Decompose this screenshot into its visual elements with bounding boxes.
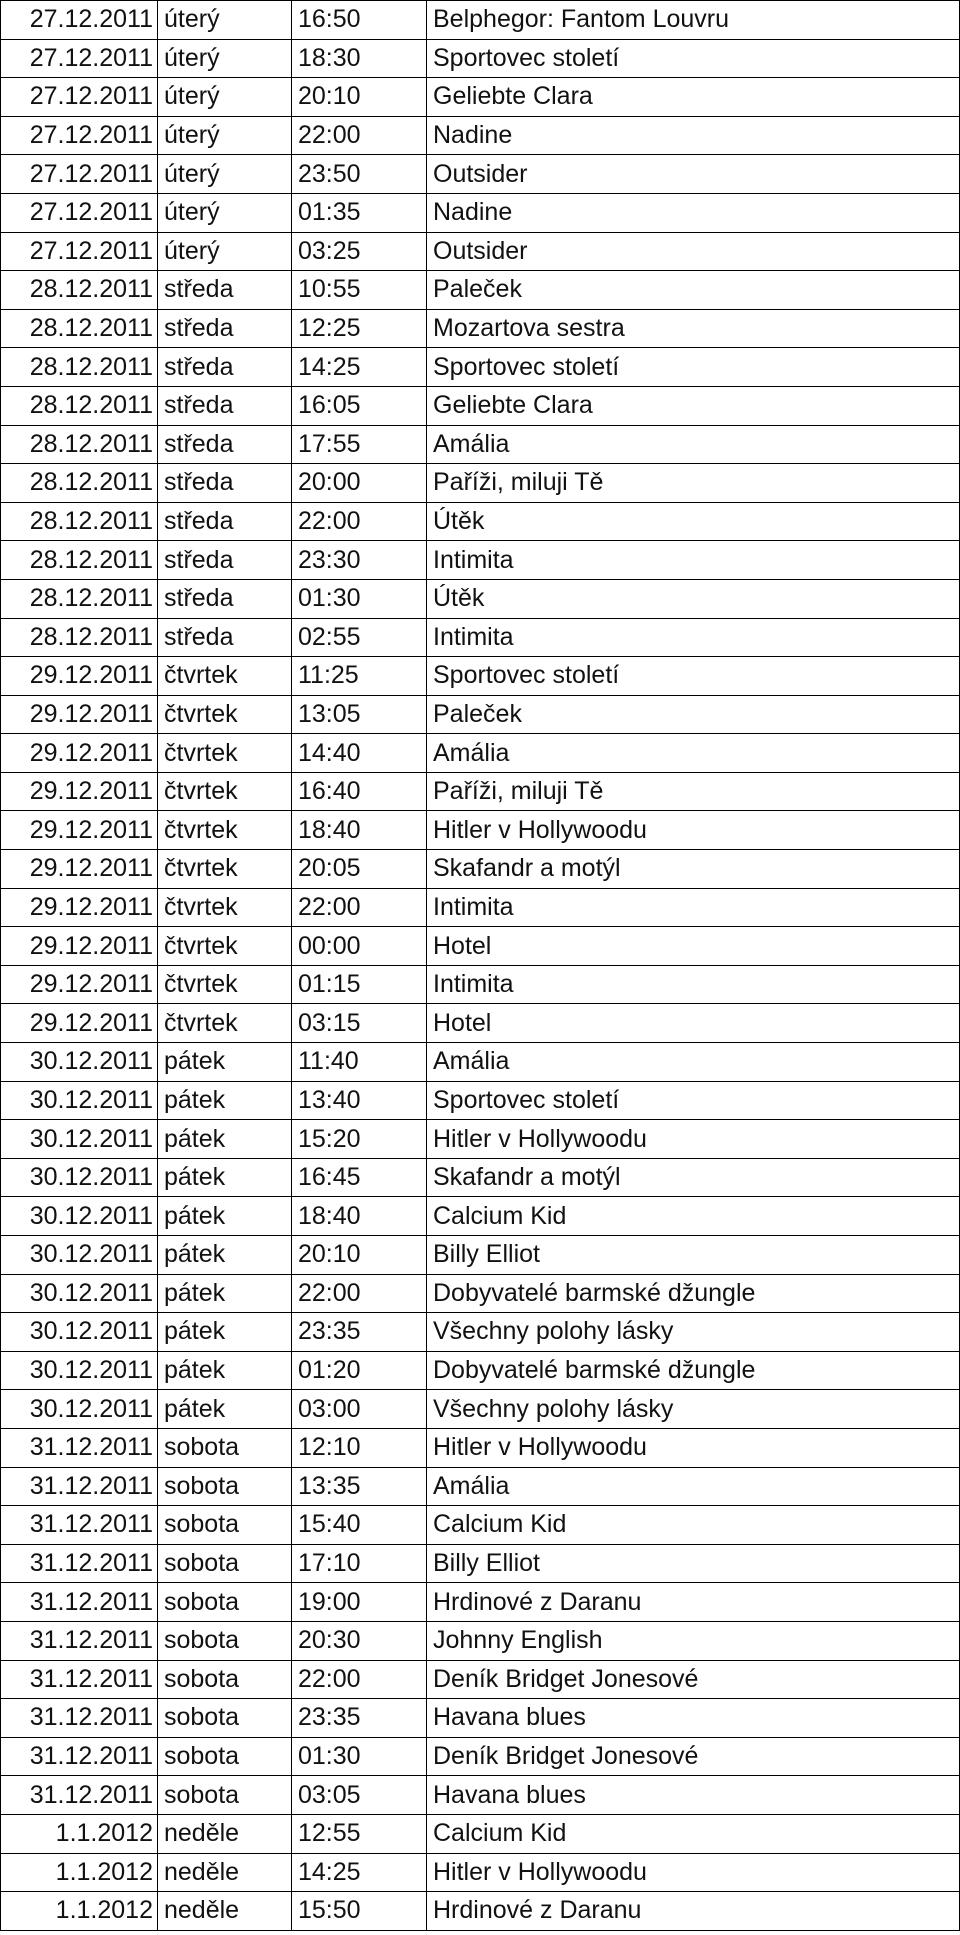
time-cell: 22:00 (292, 502, 427, 541)
title-cell: Útěk (427, 502, 960, 541)
day-cell: sobota (158, 1583, 292, 1622)
day-cell: pátek (158, 1236, 292, 1275)
time-cell: 15:40 (292, 1506, 427, 1545)
date-cell: 28.12.2011 (1, 541, 158, 580)
time-cell: 23:35 (292, 1699, 427, 1738)
time-cell: 15:50 (292, 1892, 427, 1931)
day-cell: pátek (158, 1274, 292, 1313)
day-cell: čtvrtek (158, 965, 292, 1004)
day-cell: pátek (158, 1390, 292, 1429)
day-cell: středa (158, 618, 292, 657)
time-cell: 14:40 (292, 734, 427, 773)
title-cell: Paleček (427, 271, 960, 310)
date-cell: 27.12.2011 (1, 116, 158, 155)
title-cell: Paříži, miluji Tě (427, 772, 960, 811)
table-row (1, 116, 960, 155)
time-cell: 12:55 (292, 1814, 427, 1853)
date-cell: 1.1.2012 (1, 1892, 158, 1931)
time-cell: 01:30 (292, 1737, 427, 1776)
title-cell: Amália (427, 734, 960, 773)
title-cell: Hrdinové z Daranu (427, 1892, 960, 1931)
time-cell: 22:00 (292, 888, 427, 927)
date-cell: 30.12.2011 (1, 1390, 158, 1429)
day-cell: sobota (158, 1737, 292, 1776)
table-row (1, 464, 960, 503)
day-cell: čtvrtek (158, 888, 292, 927)
schedule-body (1, 1, 960, 1931)
title-cell: Havana blues (427, 1776, 960, 1815)
table-row (1, 271, 960, 310)
day-cell: sobota (158, 1621, 292, 1660)
time-cell: 12:25 (292, 309, 427, 348)
table-row (1, 232, 960, 271)
table-row (1, 657, 960, 696)
day-cell: sobota (158, 1428, 292, 1467)
title-cell: Calcium Kid (427, 1814, 960, 1853)
table-row (1, 1428, 960, 1467)
day-cell: čtvrtek (158, 850, 292, 889)
date-cell: 29.12.2011 (1, 772, 158, 811)
table-row (1, 1158, 960, 1197)
day-cell: pátek (158, 1120, 292, 1159)
date-cell: 31.12.2011 (1, 1660, 158, 1699)
table-row (1, 1814, 960, 1853)
table-row (1, 1506, 960, 1545)
table-row (1, 772, 960, 811)
day-cell: úterý (158, 116, 292, 155)
title-cell: Útěk (427, 579, 960, 618)
table-row (1, 193, 960, 232)
table-row (1, 541, 960, 580)
title-cell: Geliebte Clara (427, 386, 960, 425)
time-cell: 13:05 (292, 695, 427, 734)
date-cell: 28.12.2011 (1, 425, 158, 464)
title-cell: Skafandr a motýl (427, 1158, 960, 1197)
time-cell: 13:40 (292, 1081, 427, 1120)
title-cell: Hotel (427, 1004, 960, 1043)
day-cell: pátek (158, 1351, 292, 1390)
title-cell: Skafandr a motýl (427, 850, 960, 889)
date-cell: 30.12.2011 (1, 1351, 158, 1390)
title-cell: Amália (427, 425, 960, 464)
day-cell: středa (158, 464, 292, 503)
date-cell: 29.12.2011 (1, 657, 158, 696)
day-cell: úterý (158, 39, 292, 78)
table-row (1, 1892, 960, 1931)
time-cell: 23:50 (292, 155, 427, 194)
table-row (1, 1274, 960, 1313)
time-cell: 03:00 (292, 1390, 427, 1429)
day-cell: středa (158, 271, 292, 310)
date-cell: 27.12.2011 (1, 39, 158, 78)
time-cell: 18:40 (292, 1197, 427, 1236)
day-cell: úterý (158, 1, 292, 40)
day-cell: středa (158, 309, 292, 348)
title-cell: Paříži, miluji Tě (427, 464, 960, 503)
table-row (1, 502, 960, 541)
title-cell: Nadine (427, 193, 960, 232)
time-cell: 03:25 (292, 232, 427, 271)
table-row (1, 927, 960, 966)
date-cell: 31.12.2011 (1, 1506, 158, 1545)
day-cell: sobota (158, 1660, 292, 1699)
date-cell: 28.12.2011 (1, 464, 158, 503)
day-cell: středa (158, 348, 292, 387)
title-cell: Intimita (427, 965, 960, 1004)
title-cell: Billy Elliot (427, 1544, 960, 1583)
table-row (1, 1544, 960, 1583)
date-cell: 31.12.2011 (1, 1737, 158, 1776)
table-row (1, 1621, 960, 1660)
day-cell: čtvrtek (158, 927, 292, 966)
table-row (1, 1660, 960, 1699)
day-cell: neděle (158, 1853, 292, 1892)
date-cell: 1.1.2012 (1, 1814, 158, 1853)
day-cell: sobota (158, 1544, 292, 1583)
time-cell: 16:05 (292, 386, 427, 425)
day-cell: sobota (158, 1467, 292, 1506)
date-cell: 30.12.2011 (1, 1081, 158, 1120)
table-row (1, 1236, 960, 1275)
date-cell: 29.12.2011 (1, 811, 158, 850)
time-cell: 17:55 (292, 425, 427, 464)
table-row (1, 309, 960, 348)
time-cell: 03:15 (292, 1004, 427, 1043)
time-cell: 14:25 (292, 1853, 427, 1892)
title-cell: Hitler v Hollywoodu (427, 1120, 960, 1159)
table-row (1, 618, 960, 657)
time-cell: 22:00 (292, 116, 427, 155)
date-cell: 28.12.2011 (1, 502, 158, 541)
title-cell: Belphegor: Fantom Louvru (427, 1, 960, 40)
title-cell: Hitler v Hollywoodu (427, 811, 960, 850)
table-row (1, 850, 960, 889)
table-row (1, 1043, 960, 1082)
time-cell: 22:00 (292, 1274, 427, 1313)
title-cell: Všechny polohy lásky (427, 1390, 960, 1429)
time-cell: 16:50 (292, 1, 427, 40)
day-cell: čtvrtek (158, 734, 292, 773)
day-cell: sobota (158, 1506, 292, 1545)
date-cell: 28.12.2011 (1, 579, 158, 618)
title-cell: Amália (427, 1467, 960, 1506)
day-cell: úterý (158, 193, 292, 232)
time-cell: 23:35 (292, 1313, 427, 1352)
title-cell: Hrdinové z Daranu (427, 1583, 960, 1622)
table-row (1, 1, 960, 40)
time-cell: 18:30 (292, 39, 427, 78)
table-row (1, 1737, 960, 1776)
title-cell: Dobyvatelé barmské džungle (427, 1274, 960, 1313)
table-row (1, 425, 960, 464)
date-cell: 31.12.2011 (1, 1428, 158, 1467)
date-cell: 28.12.2011 (1, 386, 158, 425)
table-row (1, 811, 960, 850)
date-cell: 28.12.2011 (1, 618, 158, 657)
title-cell: Sportovec století (427, 1081, 960, 1120)
table-row (1, 1004, 960, 1043)
date-cell: 29.12.2011 (1, 965, 158, 1004)
time-cell: 01:30 (292, 579, 427, 618)
title-cell: Hotel (427, 927, 960, 966)
date-cell: 29.12.2011 (1, 927, 158, 966)
time-cell: 00:00 (292, 927, 427, 966)
day-cell: čtvrtek (158, 811, 292, 850)
day-cell: středa (158, 425, 292, 464)
day-cell: neděle (158, 1892, 292, 1931)
date-cell: 27.12.2011 (1, 232, 158, 271)
title-cell: Outsider (427, 155, 960, 194)
day-cell: pátek (158, 1158, 292, 1197)
date-cell: 30.12.2011 (1, 1197, 158, 1236)
date-cell: 29.12.2011 (1, 850, 158, 889)
title-cell: Mozartova sestra (427, 309, 960, 348)
table-row (1, 1120, 960, 1159)
title-cell: Nadine (427, 116, 960, 155)
time-cell: 11:40 (292, 1043, 427, 1082)
time-cell: 16:40 (292, 772, 427, 811)
date-cell: 28.12.2011 (1, 271, 158, 310)
day-cell: sobota (158, 1699, 292, 1738)
time-cell: 12:10 (292, 1428, 427, 1467)
table-row (1, 888, 960, 927)
table-row (1, 734, 960, 773)
date-cell: 27.12.2011 (1, 193, 158, 232)
day-cell: úterý (158, 155, 292, 194)
table-row (1, 695, 960, 734)
title-cell: Dobyvatelé barmské džungle (427, 1351, 960, 1390)
day-cell: pátek (158, 1313, 292, 1352)
time-cell: 19:00 (292, 1583, 427, 1622)
time-cell: 11:25 (292, 657, 427, 696)
title-cell: Havana blues (427, 1699, 960, 1738)
table-row (1, 1313, 960, 1352)
day-cell: pátek (158, 1043, 292, 1082)
time-cell: 14:25 (292, 348, 427, 387)
title-cell: Deník Bridget Jonesové (427, 1737, 960, 1776)
date-cell: 27.12.2011 (1, 78, 158, 117)
title-cell: Amália (427, 1043, 960, 1082)
day-cell: sobota (158, 1776, 292, 1815)
time-cell: 13:35 (292, 1467, 427, 1506)
table-row (1, 1853, 960, 1892)
time-cell: 16:45 (292, 1158, 427, 1197)
time-cell: 20:10 (292, 1236, 427, 1275)
table-row (1, 39, 960, 78)
day-cell: čtvrtek (158, 695, 292, 734)
date-cell: 1.1.2012 (1, 1853, 158, 1892)
date-cell: 27.12.2011 (1, 1, 158, 40)
date-cell: 29.12.2011 (1, 734, 158, 773)
day-cell: pátek (158, 1197, 292, 1236)
title-cell: Geliebte Clara (427, 78, 960, 117)
day-cell: čtvrtek (158, 772, 292, 811)
date-cell: 28.12.2011 (1, 348, 158, 387)
title-cell: Outsider (427, 232, 960, 271)
time-cell: 20:00 (292, 464, 427, 503)
time-cell: 02:55 (292, 618, 427, 657)
time-cell: 10:55 (292, 271, 427, 310)
date-cell: 27.12.2011 (1, 155, 158, 194)
table-row (1, 348, 960, 387)
date-cell: 30.12.2011 (1, 1120, 158, 1159)
title-cell: Intimita (427, 541, 960, 580)
day-cell: středa (158, 541, 292, 580)
date-cell: 29.12.2011 (1, 1004, 158, 1043)
table-row (1, 965, 960, 1004)
table-row (1, 1467, 960, 1506)
table-row (1, 386, 960, 425)
table-row (1, 1197, 960, 1236)
table-row (1, 1583, 960, 1622)
title-cell: Všechny polohy lásky (427, 1313, 960, 1352)
title-cell: Sportovec století (427, 348, 960, 387)
title-cell: Deník Bridget Jonesové (427, 1660, 960, 1699)
title-cell: Johnny English (427, 1621, 960, 1660)
date-cell: 31.12.2011 (1, 1583, 158, 1622)
time-cell: 01:35 (292, 193, 427, 232)
table-row (1, 78, 960, 117)
title-cell: Billy Elliot (427, 1236, 960, 1275)
time-cell: 01:15 (292, 965, 427, 1004)
day-cell: neděle (158, 1814, 292, 1853)
time-cell: 15:20 (292, 1120, 427, 1159)
date-cell: 30.12.2011 (1, 1043, 158, 1082)
date-cell: 30.12.2011 (1, 1274, 158, 1313)
day-cell: pátek (158, 1081, 292, 1120)
day-cell: středa (158, 386, 292, 425)
table-row (1, 579, 960, 618)
day-cell: čtvrtek (158, 657, 292, 696)
time-cell: 20:10 (292, 78, 427, 117)
day-cell: čtvrtek (158, 1004, 292, 1043)
table-row (1, 1081, 960, 1120)
title-cell: Hitler v Hollywoodu (427, 1853, 960, 1892)
time-cell: 18:40 (292, 811, 427, 850)
title-cell: Intimita (427, 618, 960, 657)
time-cell: 20:30 (292, 1621, 427, 1660)
time-cell: 03:05 (292, 1776, 427, 1815)
date-cell: 31.12.2011 (1, 1776, 158, 1815)
date-cell: 30.12.2011 (1, 1236, 158, 1275)
day-cell: úterý (158, 232, 292, 271)
day-cell: středa (158, 502, 292, 541)
date-cell: 28.12.2011 (1, 309, 158, 348)
table-row (1, 1351, 960, 1390)
date-cell: 31.12.2011 (1, 1621, 158, 1660)
title-cell: Sportovec století (427, 39, 960, 78)
title-cell: Calcium Kid (427, 1197, 960, 1236)
date-cell: 30.12.2011 (1, 1158, 158, 1197)
day-cell: středa (158, 579, 292, 618)
time-cell: 20:05 (292, 850, 427, 889)
date-cell: 31.12.2011 (1, 1467, 158, 1506)
title-cell: Intimita (427, 888, 960, 927)
title-cell: Sportovec století (427, 657, 960, 696)
time-cell: 22:00 (292, 1660, 427, 1699)
date-cell: 29.12.2011 (1, 888, 158, 927)
table-row (1, 1776, 960, 1815)
day-cell: úterý (158, 78, 292, 117)
date-cell: 31.12.2011 (1, 1699, 158, 1738)
time-cell: 23:30 (292, 541, 427, 580)
table-row (1, 155, 960, 194)
date-cell: 31.12.2011 (1, 1544, 158, 1583)
time-cell: 01:20 (292, 1351, 427, 1390)
date-cell: 29.12.2011 (1, 695, 158, 734)
time-cell: 17:10 (292, 1544, 427, 1583)
date-cell: 30.12.2011 (1, 1313, 158, 1352)
table-row (1, 1699, 960, 1738)
title-cell: Paleček (427, 695, 960, 734)
title-cell: Calcium Kid (427, 1506, 960, 1545)
title-cell: Hitler v Hollywoodu (427, 1428, 960, 1467)
table-row (1, 1390, 960, 1429)
